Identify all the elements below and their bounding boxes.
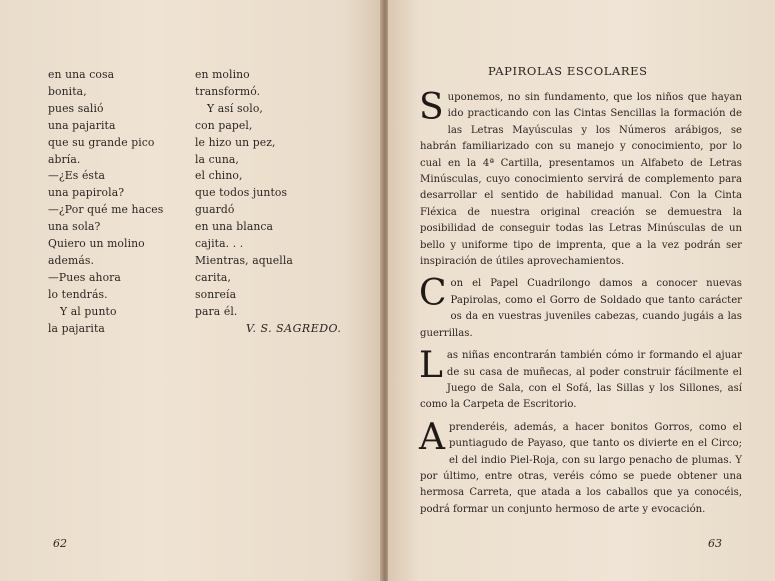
poem-line: —¿Por qué me haces [48,203,164,217]
page-number-left: 62 [53,537,67,550]
poem-line: para él. [195,304,238,318]
poem-line: en molino [195,68,250,81]
author-signature: V. S. SAGREDO. [246,322,342,335]
page-number-right: 63 [708,537,722,550]
poem-line: Quiero un molino [48,237,145,251]
poem-line: el chino, [195,169,243,183]
poem-line: que todos juntos [195,186,288,200]
poem-line: bonita, [48,84,87,98]
poem-line: —Pues ahora [48,270,121,284]
drop-cap: L [419,345,443,387]
left-page [0,0,383,581]
poem-line: guardó [195,203,235,217]
right-page [388,0,775,581]
poem-line: la pajarita [48,321,105,335]
poem-line: —¿Es ésta [48,169,106,183]
poem-line: que su grande pico [48,135,155,149]
poem-column-left [48,67,183,338]
poem-line: en una cosa [48,68,115,81]
paragraph-text: uponemos, no sin fundamento, que los niños que hayan ido practicando con las Cintas Sencillas la formación de las Letras Mayúsculas y los Números arábigos, se habrán familiarizado con su manejo y conocimiento, por lo cual en la 4ª Cartilla, presentamos un Alfabeto de Letras Minúsculas, cuyo conocimiento servirá de complemento para desarrollar el sentido de habilidad manual. Con la Cinta Fléxica de nuestra original creación se demuestra la posibilidad de conseguir todas las Letras Minúsculas de un bello y uniforme tipo de imprenta, que a la vez podrán ser inspiración de útiles aprovechamientos. [420,92,742,268]
paragraph-text: as niñas encontrarán también cómo ir formando el ajuar de su casa de muñecas, al poder construir fácilmente el Juego de Sala, con el Sofá, las Sillas y los Sillones, así como la Carpeta de Escritorio. [420,350,742,411]
poem-line: cajita. . . [195,237,244,251]
poem-line: con papel, [195,118,253,132]
poem-line: una sola? [48,220,101,234]
poem-line: una pajarita [48,118,116,132]
poem-line: una papirola? [48,186,125,200]
body-text [419,87,742,524]
poem-line: en una blanca [195,220,274,234]
poem-column-right [195,67,355,321]
poem-line: Y así solo, [207,101,263,115]
paragraph [419,273,742,342]
poem-line: Mientras, aquella [195,253,293,267]
poem-line: abría. [48,152,81,166]
paragraph-text: on el Papel Cuadrilongo damos a conocer nuevas Papirolas, como el Gorro de Soldado que tanto carácter os da en vuestras juveniles cabezas, cuando jugáis a las guerrillas. [420,278,742,339]
poem-line: lo tendrás. [48,287,108,301]
poem-line: transformó. [195,84,261,98]
poem-line: además. [48,253,95,267]
poem-line: Y al punto [60,304,117,318]
poem-line: sonreía [195,287,237,301]
paragraph [419,345,742,414]
paragraph [419,416,742,518]
paragraph-text: prenderéis, además, a hacer bonitos Gorros, como el puntiagudo de Payaso, que tanto os divierte en el Circo; el del indio Piel-Roja, con su largo penacho de plumas. Y por último, entre otras, veréis cómo se puede obtener una hermosa Carreta, que atada a los caballos que ya conocéis, podrá formar un conjunto hermoso de arte y evocación. [420,421,742,515]
poem-line: la cuna, [195,152,239,166]
poem-line: pues salió [48,101,104,115]
page-title: PAPIROLAS ESCOLARES [488,64,648,78]
drop-cap: A [419,416,445,458]
poem-line: le hizo un pez, [195,135,276,149]
poem-line: carita, [195,270,232,284]
paragraph [419,87,742,270]
drop-cap: S [419,87,444,128]
drop-cap: C [419,273,447,315]
